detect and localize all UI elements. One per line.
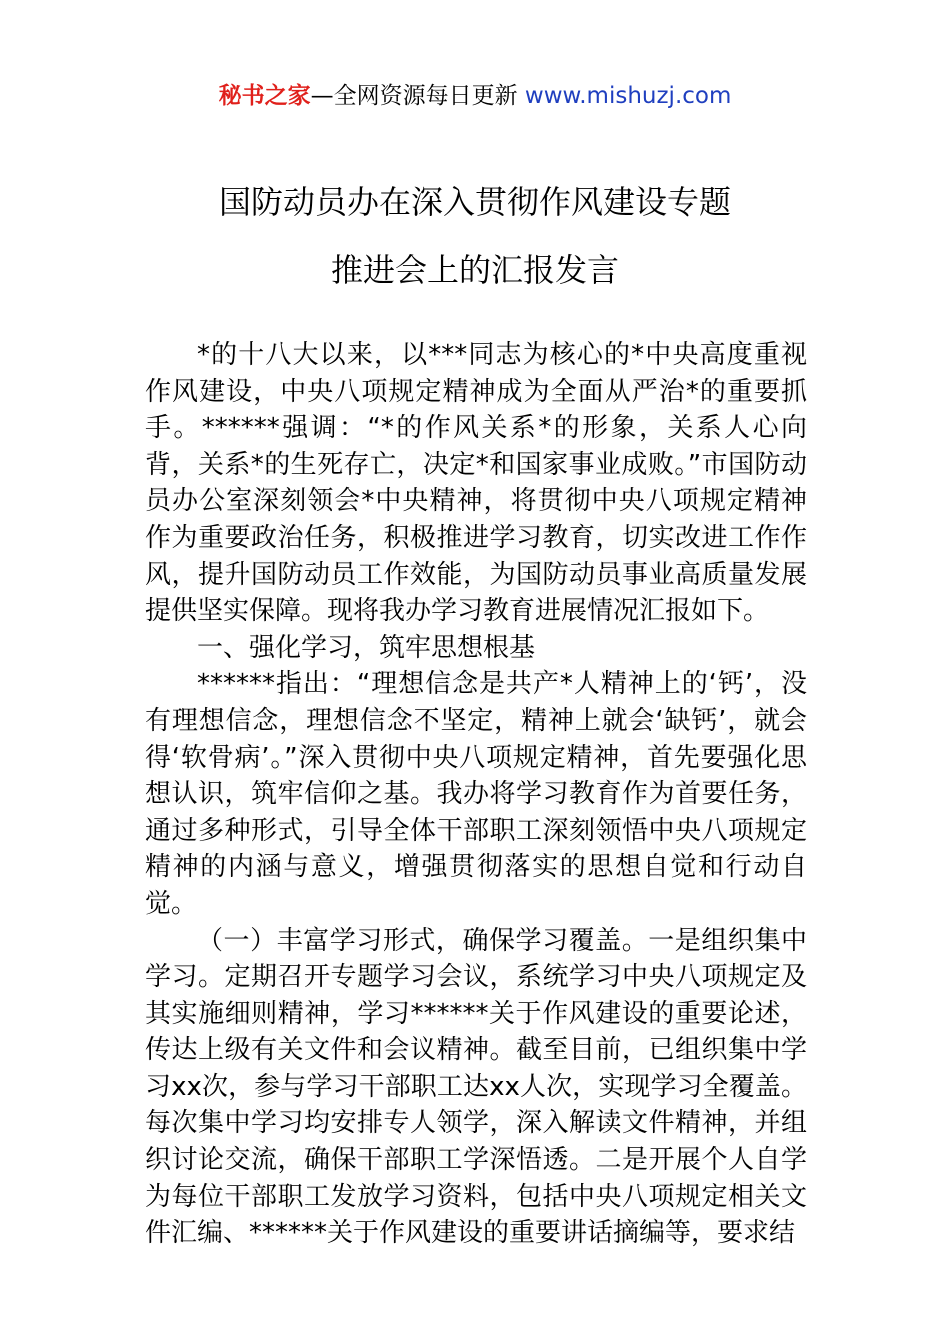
site-tagline: —全网资源每日更新 [310,83,525,109]
document-title-line-1: 国防动员办在深入贯彻作风建设专题 [218,183,731,221]
section-heading-1: 一、强化学习，筑牢思想根基 [197,632,536,663]
document-body [145,337,807,1252]
site-url-link[interactable]: www.mishuzj.com [524,83,732,109]
body-paragraph-intro: *的十八大以来，以***同志为核心的*中央高度重视作风建设，中央八项规定精神成为全面从严治*的重要抓手。******强调：“*的作风关系*的形象，关系人心向背，关系*的生死存亡，决定*和国家事业成败。”市国防动员办公室深刻领会*中央精神，将贯彻中央八项规定精神作为重要政治任务，积极推进学习教育，切实改进工作作风，提升国防动员工作效能，为国防动员事业高质量发展提供坚实保障。现将我办学习教育进展情况汇报如下。 [145,340,807,627]
site-header [0,80,950,112]
body-paragraph-subsection-1: （一）丰富学习形式，确保学习覆盖。一是组织集中学习。定期召开专题学习会议，系统学习中央八项规定及其实施细则精神，学习******关于作风建设的重要论述，传达上级有关文件和会议精神。截至目前，已组织集中学习xx次，参与学习干部职工达xx人次，实现学习全覆盖。每次集中学习均安排专人领学，深入解读文件精神，并组织讨论交流，确保干部职工学深悟透。二是开展个人自学为每位干部职工发放学习资料，包括中央八项规定相关文件汇编、******关于作风建设的重要讲话摘编等，要求结 [145,925,807,1249]
site-brand: 秘书之家 [218,83,311,109]
document-title-line-2: 推进会上的汇报发言 [330,251,619,289]
body-paragraph-section-1: ******指出：“理想信念是共产*人精神上的‘钙’，没有理想信念，理想信念不坚定，精神上就会‘缺钙’，就会得‘软骨病’。”深入贯彻中央八项规定精神，首先要强化思想认识，筑牢信仰之基。我办将学习教育作为首要任务，通过多种形式，引导全体干部职工深刻领悟中央八项规定精神的内涵与意义，增强贯彻落实的思想自觉和行动自觉。 [145,669,807,919]
